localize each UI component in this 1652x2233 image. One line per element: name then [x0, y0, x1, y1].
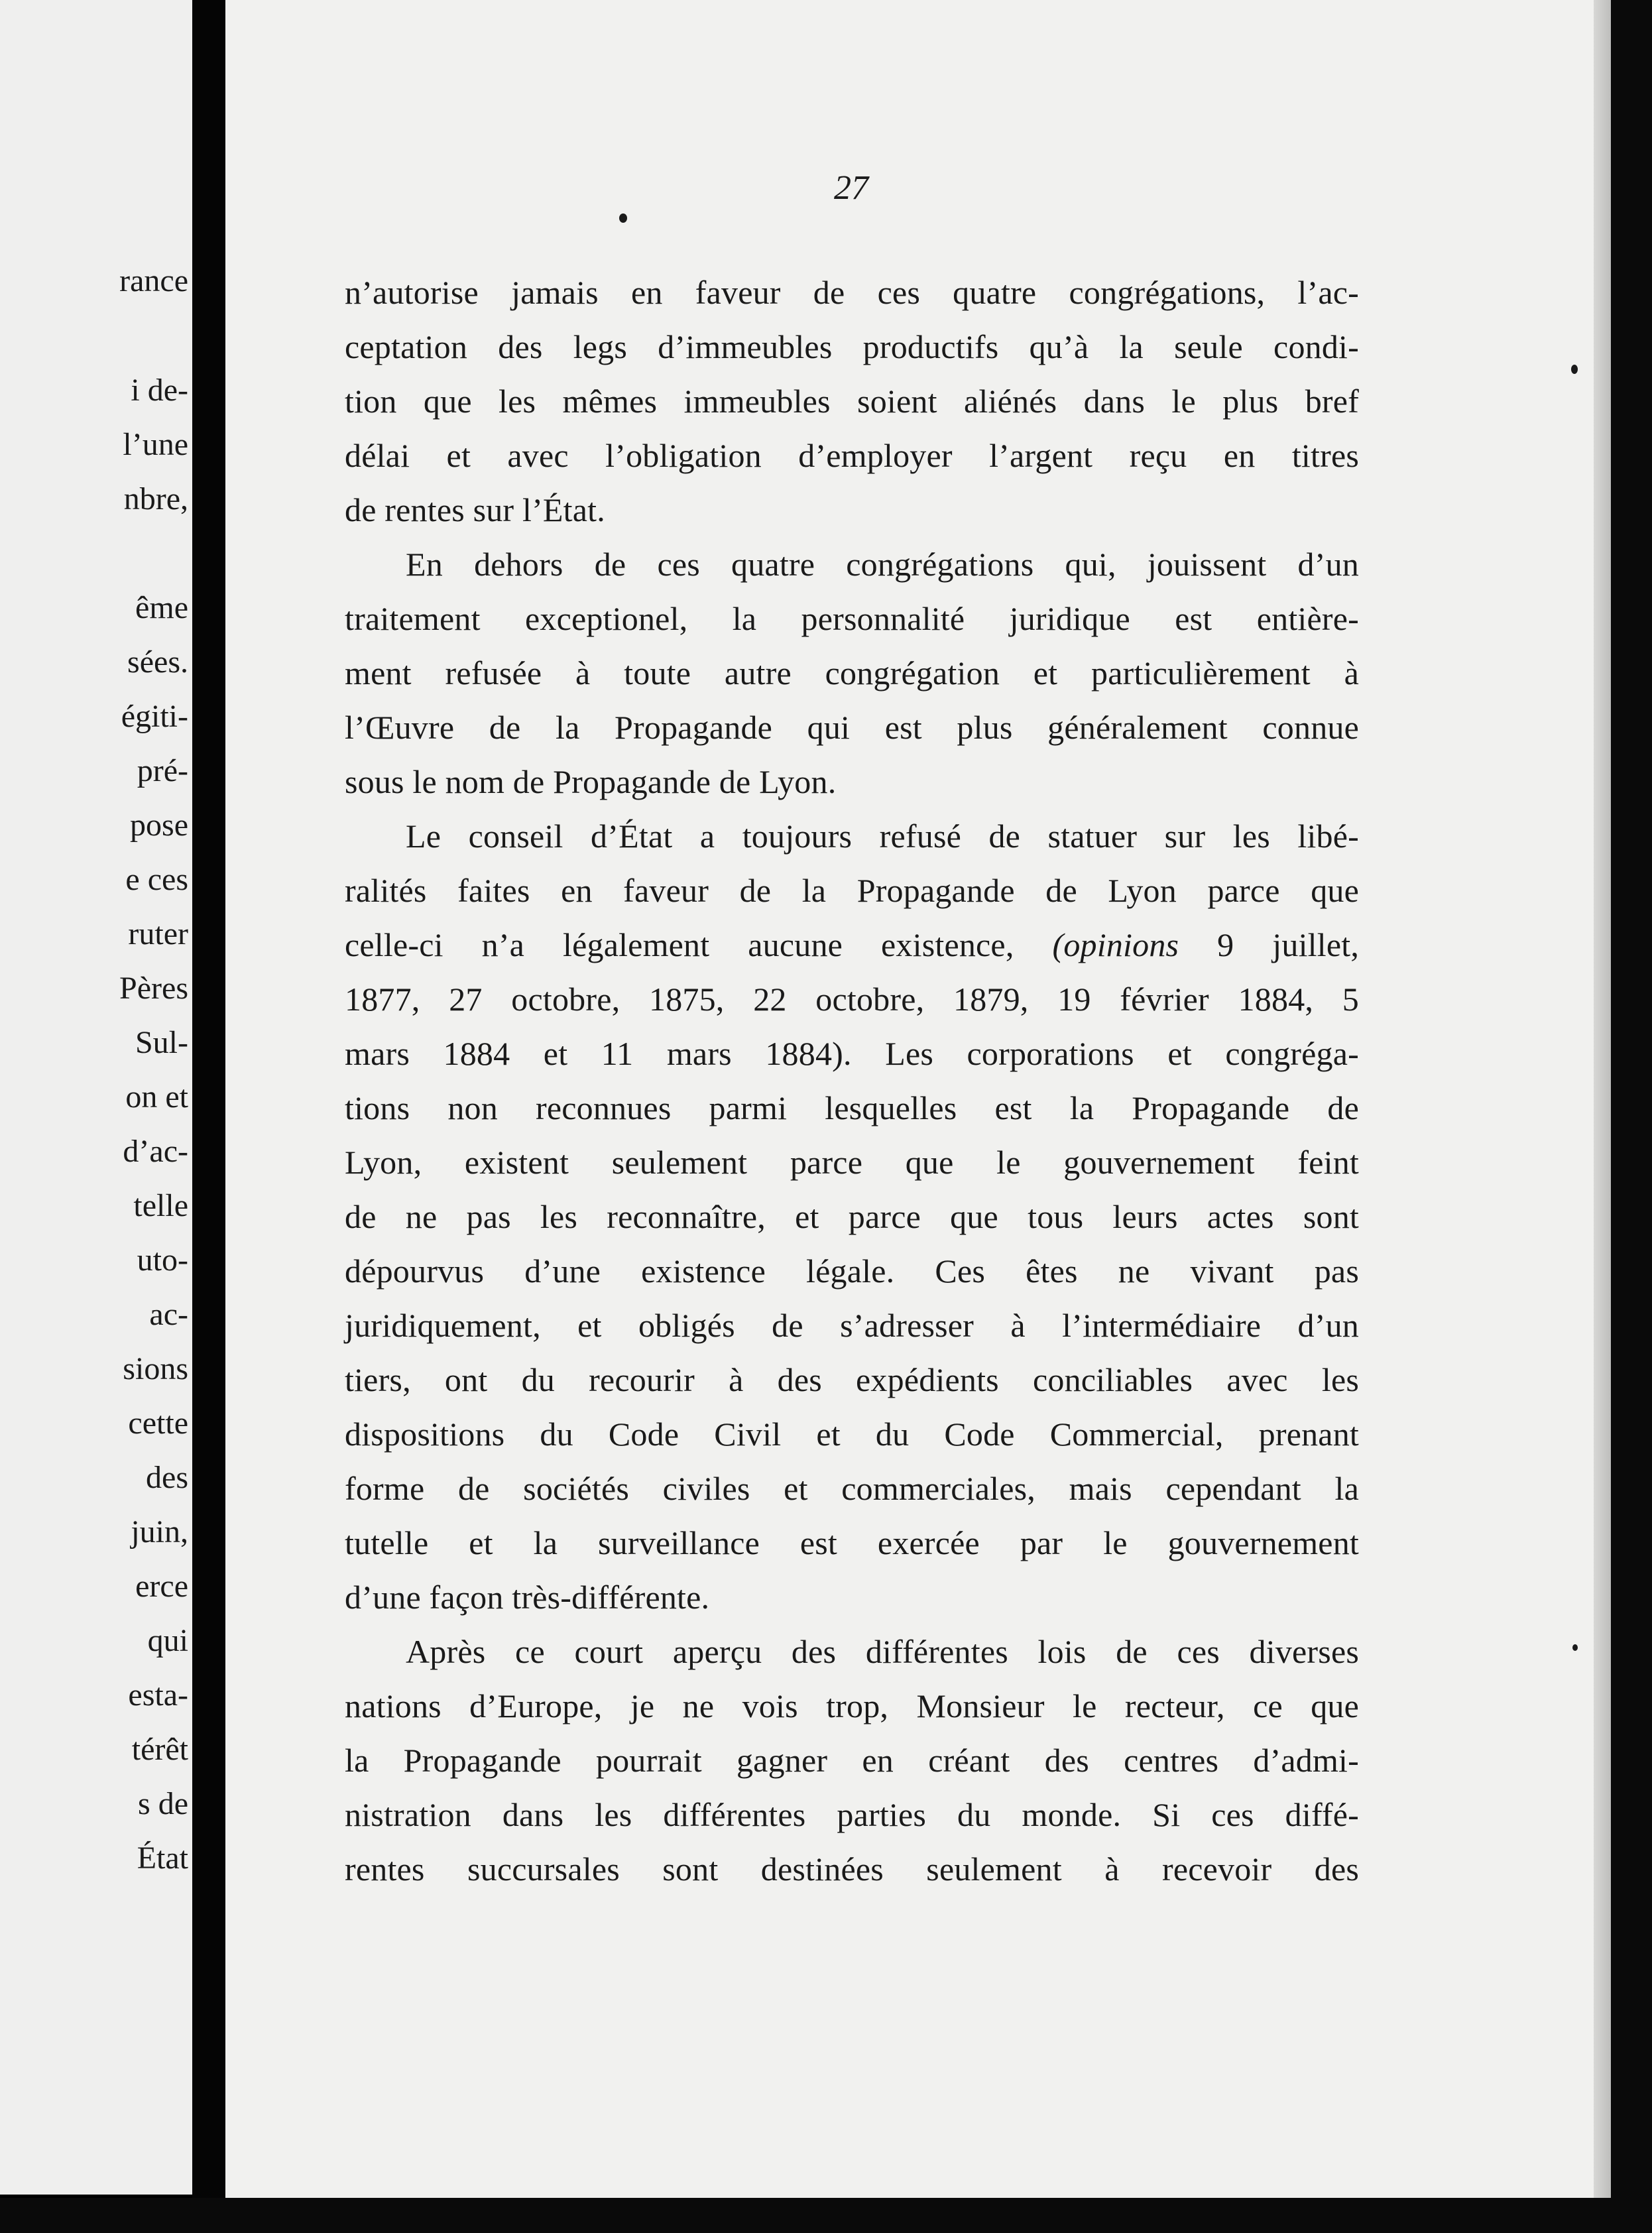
text-line: mars 1884 et 11 mars 1884). Les corporations et congréga-	[345, 1035, 1359, 1072]
text-line: dispositions du Code Civil et du Code Commercial, prenant	[345, 1416, 1359, 1453]
text-line: forme de sociétés civiles et commerciales, mais cependant la	[345, 1470, 1359, 1507]
text-line: tutelle et la surveillance est exercée par le gouvernement	[345, 1524, 1359, 1561]
left-page-fragment: telle	[133, 1188, 188, 1223]
text-run: celle-ci n’a légalement aucune existence,	[345, 926, 1014, 963]
left-page-fragment: pose	[130, 808, 188, 843]
left-page-fragment: esta-	[128, 1677, 188, 1713]
left-page-fragment: ême	[135, 590, 188, 625]
text-line: rentes succursales sont destinées seulement à recevoir des	[345, 1850, 1359, 1888]
left-page-fragment: sions	[123, 1351, 188, 1386]
text-line: la Propagande pourrait gagner en créant des centres d’admi-	[345, 1742, 1359, 1779]
book-gutter	[192, 0, 225, 2233]
left-page-fragment: l’une	[123, 427, 188, 462]
left-page-fragment: Pères	[119, 971, 188, 1006]
ink-speck	[1572, 1644, 1578, 1651]
left-page-fragment: i de-	[131, 373, 188, 408]
text-line: tions non reconnues parmi lesquelles est la Propagande de	[345, 1089, 1359, 1126]
left-page-fragment: e ces	[125, 862, 188, 897]
page-edge	[1594, 0, 1611, 2198]
left-page-fragment: uto-	[137, 1242, 188, 1278]
ink-speck	[619, 213, 627, 223]
left-page-fragment: ac-	[149, 1297, 188, 1332]
left-page-fragment: rance	[119, 263, 188, 298]
left-page-fragment: État	[137, 1841, 188, 1876]
left-page-fragment: erce	[135, 1569, 188, 1604]
text-line: nations d’Europe, je ne vois trop, Monsieur le recteur, ce que	[345, 1687, 1359, 1724]
left-page-fragment: ruter	[128, 916, 188, 951]
italic-run: (opinions	[1052, 926, 1179, 963]
text-line: dépourvus d’une existence légale. Ces êtes ne vivant pas	[345, 1252, 1359, 1290]
text-line: sous le nom de Propagande de Lyon.	[345, 763, 837, 800]
body-text	[345, 265, 1359, 1896]
text-line: traitement exceptionel, la personnalité juridique est entière-	[345, 600, 1359, 637]
left-page-fragment: s de	[138, 1786, 188, 1821]
text-line: ralités faites en faveur de la Propagande de Lyon parce que	[345, 872, 1359, 909]
left-page-fragment: des	[146, 1460, 188, 1495]
text-line: 1877, 27 octobre, 1875, 22 octobre, 1879, 19 février 1884, 5	[345, 981, 1359, 1018]
left-page-fragment: nbre,	[123, 481, 188, 516]
text-line: juridiquement, et obligés de s’adresser à l’intermédiaire d’un	[345, 1307, 1359, 1344]
text-line: nistration dans les différentes parties du monde. Si ces diffé-	[345, 1796, 1359, 1833]
left-page-fragment: juin,	[131, 1514, 188, 1549]
text-run: 9 juillet,	[1217, 926, 1360, 963]
left-page-fragment: Sul-	[135, 1025, 188, 1060]
text-line: d’une façon très-différente.	[345, 1579, 710, 1616]
text-line: délai et avec l’obligation d’employer l’argent reçu en titres	[345, 437, 1359, 474]
scan-border	[0, 2198, 1652, 2233]
scan-border	[1611, 0, 1652, 2233]
ink-speck	[1571, 365, 1578, 374]
text-line-mixed	[345, 918, 1359, 972]
left-page-fragment: pré-	[137, 753, 188, 788]
previous-page	[0, 0, 192, 2195]
text-line: Après ce court aperçu des différentes lois de ces diverses	[406, 1633, 1359, 1670]
text-line: de rentes sur l’État.	[345, 491, 605, 528]
text-line: ceptation des legs d’immeubles productifs qu’à la seule condi-	[345, 328, 1359, 365]
text-line: n’autorise jamais en faveur de ces quatre congrégations, l’ac-	[345, 274, 1359, 311]
left-page-fragment: cette	[128, 1406, 188, 1441]
text-line: tiers, ont du recourir à des expédients conciliables avec les	[345, 1361, 1359, 1398]
text-line: l’Œuvre de la Propagande qui est plus généralement connue	[345, 709, 1359, 746]
left-page-fragment: sées.	[127, 644, 188, 680]
text-line: Le conseil d’État a toujours refusé de statuer sur les libé-	[406, 817, 1359, 855]
left-page-fragment: on et	[125, 1079, 188, 1115]
text-line: En dehors de ces quatre congrégations qui, jouissent d’un	[406, 546, 1359, 583]
text-line: de ne pas les reconnaître, et parce que tous leurs actes sont	[345, 1198, 1359, 1235]
text-line: ment refusée à toute autre congrégation et particulièrement à	[345, 654, 1359, 692]
text-line: tion que les mêmes immeubles soient aliénés dans le plus bref	[345, 383, 1359, 420]
left-page-fragment: térêt	[131, 1732, 188, 1767]
left-page-fragment: égiti-	[121, 699, 188, 734]
left-page-fragment: qui	[147, 1623, 188, 1658]
text-line: Lyon, existent seulement parce que le gouvernement feint	[345, 1144, 1359, 1181]
left-page-fragment: d’ac-	[123, 1134, 188, 1169]
page-number: 27	[834, 169, 868, 207]
